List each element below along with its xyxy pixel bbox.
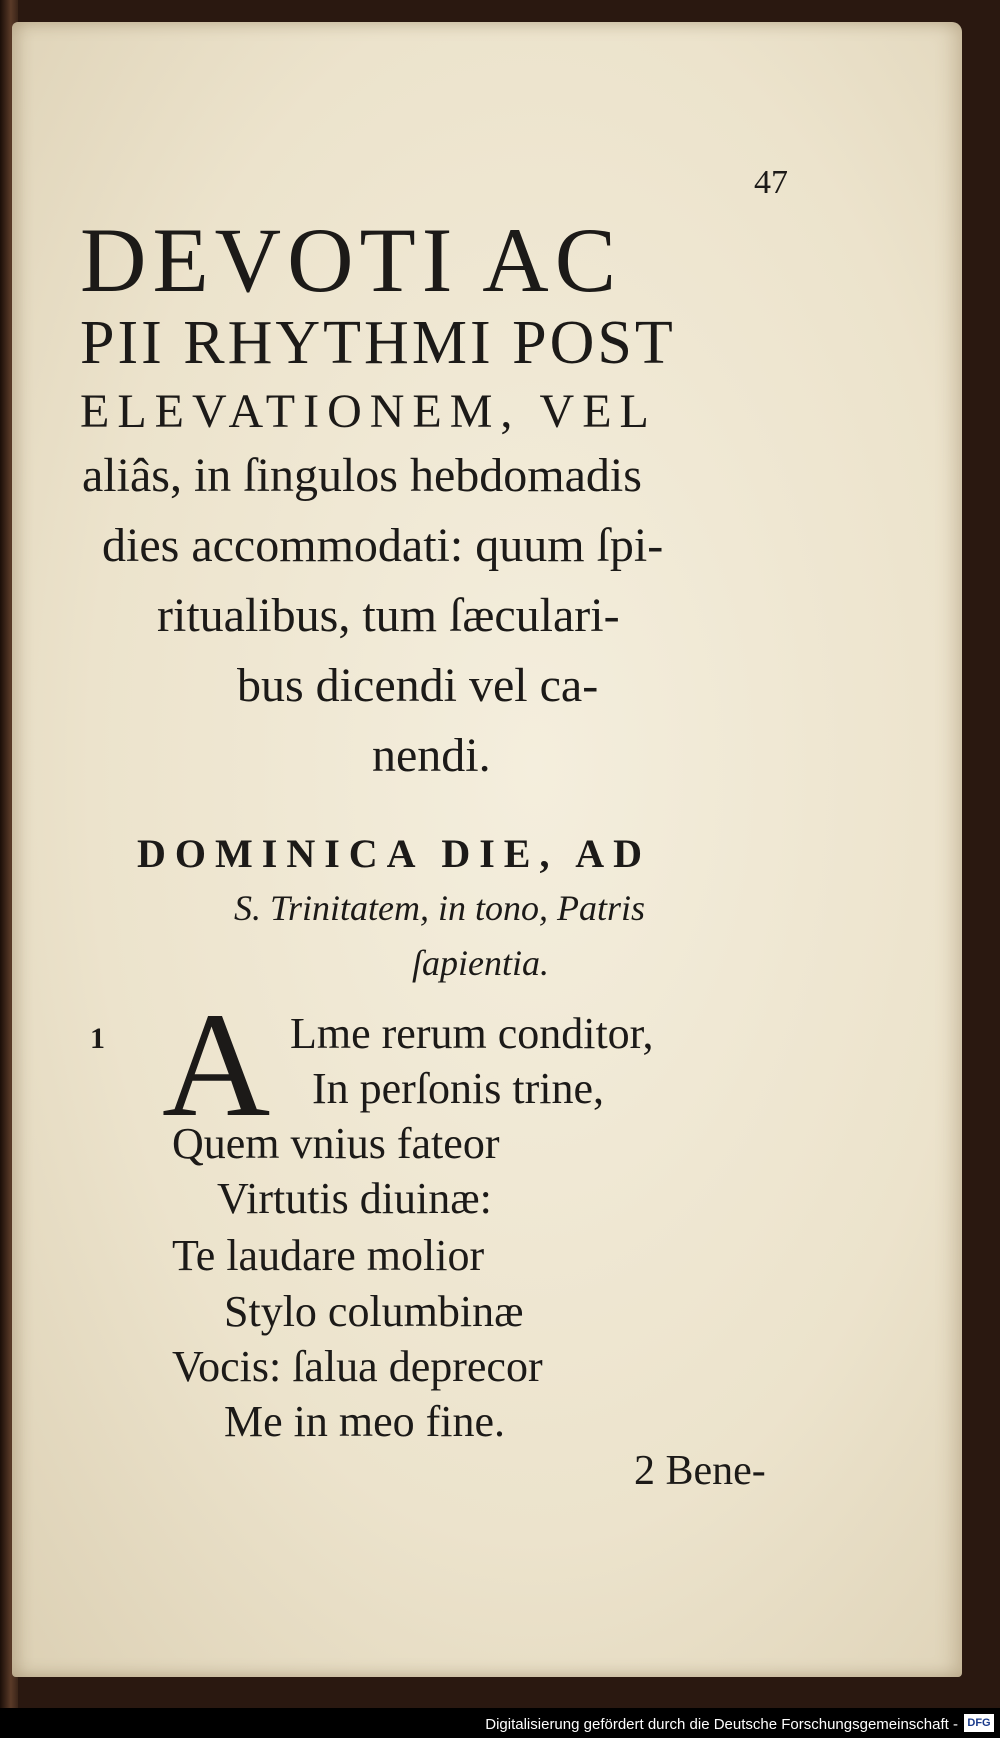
drop-capital: A xyxy=(162,982,271,1148)
page-number: 47 xyxy=(754,164,788,201)
verse-line: Vocis: ſalua deprecor xyxy=(172,1342,543,1391)
title-line-2: PII RHYTHMI POST xyxy=(80,309,676,377)
title-text-line: bus dicendi vel ca- xyxy=(237,659,599,712)
title-line-3: ELEVATIONEM, VEL xyxy=(80,385,657,438)
title-text-line: ritualibus, tum ſæculari- xyxy=(157,589,620,642)
section-subheading: ſapientia. xyxy=(412,943,549,983)
verse-line: Te laudare molior xyxy=(172,1231,485,1280)
verse-line: Me in meo fine. xyxy=(224,1397,506,1446)
dfg-logo-icon: DFG xyxy=(964,1714,994,1732)
section-subheading: S. Trinitatem, in tono, Patris xyxy=(234,888,646,928)
title-text-line: dies accommodati: quum ſpi- xyxy=(102,519,664,572)
verse-line: Lme rerum conditor, xyxy=(290,1009,654,1058)
footer-credit: Digitalisierung gefördert durch die Deutsche Forschungsgemeinschaft - xyxy=(485,1716,958,1733)
verse-line: Stylo columbinæ xyxy=(224,1287,524,1336)
title-text-line: nendi. xyxy=(372,729,491,782)
title-line-1: DEVOTI AC xyxy=(80,209,623,311)
book-page xyxy=(12,22,962,1677)
verse-number: 1 xyxy=(90,1022,105,1055)
verse-line: Quem vnius fateor xyxy=(172,1119,500,1168)
verse-line: Virtutis diuinæ: xyxy=(217,1174,492,1223)
section-heading: DOMINICA DIE, AD xyxy=(137,831,652,876)
verse-line: In perſonis trine, xyxy=(312,1064,605,1113)
digitization-footer xyxy=(0,1708,1000,1738)
catchword: 2 Bene- xyxy=(634,1448,766,1494)
title-text-line: aliâs, in ſingulos hebdomadis xyxy=(82,449,642,502)
